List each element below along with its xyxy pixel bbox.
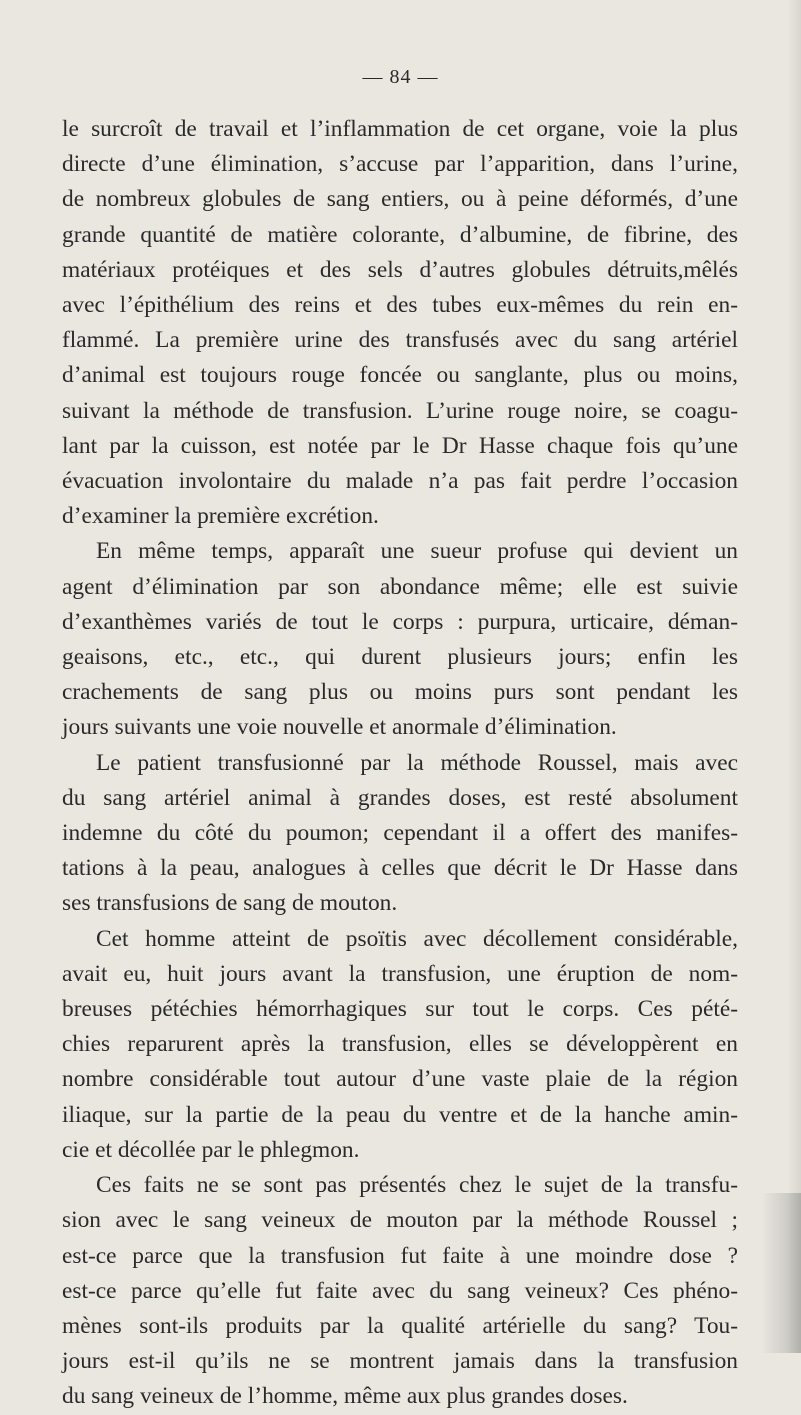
text-line: du sang veineux de l’homme, même aux plus grandes doses. (62, 1383, 628, 1410)
text-line: d’animal est toujours rouge foncée ou sanglante, plus ou moins, (62, 362, 738, 389)
paragraph (62, 1168, 738, 1414)
text-line: crachements de sang plus ou moins purs sont pendant les (62, 679, 738, 706)
text-line: tations à la peau, analogues à celles que décrit le Dr Hasse dans (62, 855, 738, 882)
text-line: jours est-il qu’ils ne se montrent jamais dans la transfusion (62, 1348, 738, 1375)
text-line: suivant la méthode de transfusion. L’urine rouge noire, se coagu- (62, 397, 738, 424)
text-line: d’exanthèmes variés de tout le corps : purpura, urticaire, déman- (62, 608, 738, 635)
text-line: jours suivants une voie nouvelle et anormale d’élimination. (62, 714, 617, 741)
text-line: de nombreux globules de sang entiers, ou à peine déformés, d’une (62, 186, 738, 213)
text-line: lant par la cuisson, est notée par le Dr Hasse chaque fois qu’une (62, 432, 738, 459)
text-line: grande quantité de matière colorante, d’albumine, de fibrine, des (62, 221, 738, 248)
text-line: indemne du côté du poumon; cependant il a offert des manifes- (62, 820, 738, 847)
text-line: iliaque, sur la partie de la peau du ventre et de la hanche amin- (62, 1101, 738, 1128)
paragraph (62, 922, 738, 1168)
text-line: matériaux protéiques et des sels d’autres globules détruits,mêlés (62, 256, 738, 283)
text-line: breuses pétéchies hémorrhagiques sur tout le corps. Ces pété- (62, 996, 738, 1023)
text-line: le surcroît de travail et l’inflammation de cet organe, voie la plus (62, 116, 738, 142)
text-line: ses transfusions de sang de mouton. (62, 890, 398, 917)
text-line: chies reparurent après la transfusion, elles se développèrent en (62, 1031, 738, 1058)
page-number: — 84 — (362, 66, 439, 88)
text-line: du sang artériel animal à grandes doses, est resté absolument (62, 784, 738, 811)
text-line: nombre considérable tout autour d’une vaste plaie de la région (62, 1066, 738, 1093)
body-text (62, 112, 738, 1415)
text-line: flammé. La première urine des transfusés avec du sang artériel (62, 327, 738, 354)
text-line: avait eu, huit jours avant la transfusion, une éruption de nom- (62, 960, 738, 987)
page-corner-shadow (761, 1193, 801, 1353)
paragraph (62, 534, 738, 745)
text-line: évacuation involontaire du malade n’a pas fait perdre l’occasion (62, 468, 738, 495)
text-line: agent d’élimination par son abondance même; elle est suivie (62, 573, 738, 600)
text-line: cie et décollée par le phlegmon. (62, 1136, 360, 1163)
text-line: d’examiner la première excrétion. (62, 503, 379, 530)
text-line: sion avec le sang veineux de mouton par la méthode Roussel ; (62, 1207, 738, 1234)
text-line: est-ce parce qu’elle fut faite avec du sang veineux? Ces phéno- (62, 1277, 738, 1304)
text-line: avec l’épithélium des reins et des tubes eux-mêmes du rein en- (62, 292, 738, 319)
text-line: Cet homme atteint de psoïtis avec décollement considérable, (96, 925, 738, 952)
text-line: mènes sont-ils produits par la qualité artérielle du sang? Tou- (62, 1312, 738, 1339)
text-line: geaisons, etc., etc., qui durent plusieurs jours; enfin les (62, 644, 738, 671)
text-line: Ces faits ne se sont pas présentés chez le sujet de la transfu- (96, 1172, 738, 1199)
paragraph (62, 112, 738, 534)
page-edge-shadow (787, 0, 801, 1353)
text-line: Le patient transfusionné par la méthode Roussel, mais avec (96, 749, 738, 776)
text-line: est-ce parce que la transfusion fut faite à une moindre dose ? (62, 1242, 738, 1269)
text-line: directe d’une élimination, s’accuse par l’apparition, dans l’urine, (62, 151, 738, 178)
paragraph (62, 746, 738, 922)
text-line: En même temps, apparaît une sueur profuse qui devient un (96, 538, 738, 565)
